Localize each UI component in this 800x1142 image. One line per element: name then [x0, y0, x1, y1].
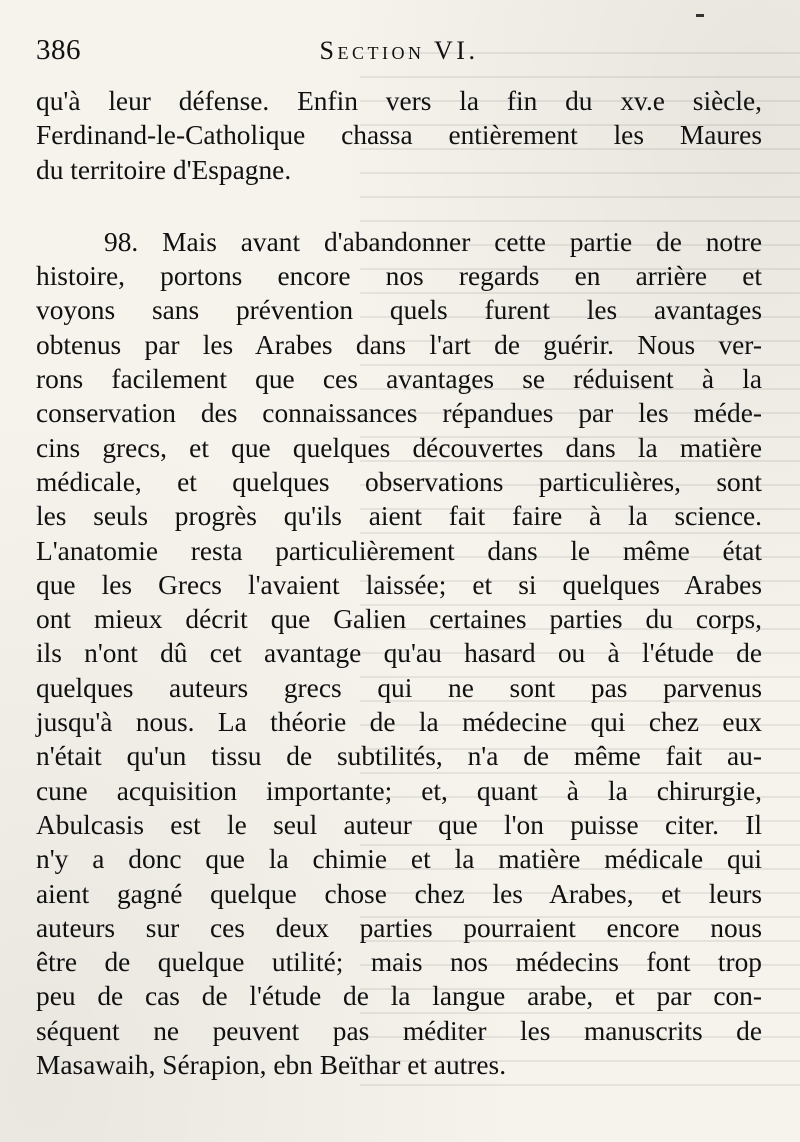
text-line: Abulcasis est le seul auteur que l'on puisse citer. Il: [36, 809, 762, 840]
page-number: 386: [36, 34, 81, 66]
text-line: cins grecs, et que quelques découvertes dans la matière: [36, 432, 762, 463]
text-line: rons facilement que ces avantages se réduisent à la: [36, 364, 762, 395]
text-line: jusqu'à nous. La théorie de la médecine qui chez eux: [36, 707, 762, 738]
page-body: [36, 84, 762, 1082]
text-line: cune acquisition importante; et, quant à la chirurgie,: [36, 775, 762, 806]
paragraph: [36, 225, 762, 1082]
paragraph: [36, 84, 762, 187]
page-header: [36, 34, 762, 74]
margin-mark: [696, 14, 704, 17]
text-line: les seuls progrès qu'ils aient fait faire à la science.: [36, 501, 762, 532]
text-line: peu de cas de l'étude de la langue arabe, et par con-: [36, 981, 762, 1012]
text-line: L'anatomie resta particulièrement dans le même état: [36, 535, 762, 566]
text-line: que les Grecs l'avaient laissée; et si quelques Arabes: [36, 569, 762, 600]
text-line: ont mieux décrit que Galien certaines parties du corps,: [36, 604, 762, 635]
text-line: 98. Mais avant d'abandonner cette partie de notre: [104, 226, 762, 257]
text-line: n'y a donc que la chimie et la matière médicale qui: [36, 844, 762, 875]
running-head: Section VI.: [319, 36, 479, 65]
text-line: Masawaih, Sérapion, ebn Beïthar et autres.: [36, 1050, 507, 1081]
text-line: être de quelque utilité; mais nos médecins font trop: [36, 947, 762, 978]
text-line: du territoire d'Espagne.: [36, 154, 292, 185]
text-line: aient gagné quelque chose chez les Arabes, et leurs: [36, 878, 762, 909]
text-line: quelques auteurs grecs qui ne sont pas parvenus: [36, 672, 762, 703]
text-line: histoire, portons encore nos regards en arrière et: [36, 261, 762, 292]
text-line: obtenus par les Arabes dans l'art de guérir. Nous ver-: [36, 329, 762, 360]
text-line: ils n'ont dû cet avantage qu'au hasard ou à l'étude de: [36, 638, 762, 669]
text-line: médicale, et quelques observations particulières, sont: [36, 466, 762, 497]
text-line: qu'à leur défense. Enfin vers la fin du xv.e siècle,: [36, 86, 762, 116]
paragraph-spacer: [36, 187, 762, 225]
text-line: auteurs sur ces deux parties pourraient encore nous: [36, 912, 762, 943]
text-line: conservation des connaissances répandues par les méde-: [36, 398, 762, 429]
text-line: séquent ne peuvent pas méditer les manuscrits de: [36, 1015, 762, 1046]
text-line: Ferdinand-le-Catholique chassa entièrement les Maures: [36, 120, 762, 151]
text-line: voyons sans prévention quels furent les avantages: [36, 295, 762, 326]
text-line: n'était qu'un tissu de subtilités, n'a de même fait au-: [36, 741, 762, 772]
